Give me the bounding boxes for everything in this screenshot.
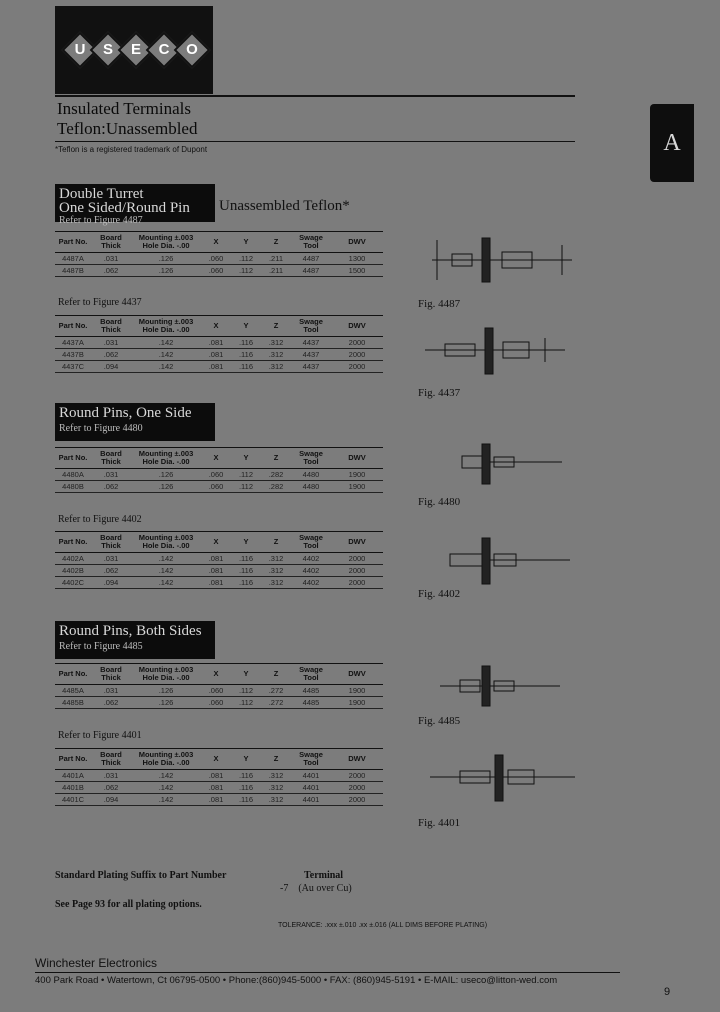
table-cell: .094 xyxy=(91,577,131,589)
useco-logo xyxy=(55,6,213,94)
figure-4487-drawing xyxy=(412,230,582,295)
footer-address: 400 Park Road • Watertown, Ct 06795-0500 • Phone:(860)945-5000 • FAX: (860)945-5191 • E-MAIL: useco@litton-wed.com xyxy=(35,975,558,986)
table-cell: .312 xyxy=(261,337,291,349)
column-header: Mounting ±.003 Hole Dia. -.00 xyxy=(131,532,201,553)
column-header: Y xyxy=(231,532,261,553)
section-heading-line2: One Sided/Round Pin xyxy=(59,200,190,216)
table-cell: .031 xyxy=(91,253,131,265)
table-cell: 2000 xyxy=(331,794,383,806)
table-cell: 4485 xyxy=(291,697,331,709)
table-cell: .062 xyxy=(91,349,131,361)
column-header: DWV xyxy=(331,749,383,770)
figure-caption: Fig. 4487 xyxy=(418,298,461,310)
refer-line: Refer to Figure 4437 xyxy=(58,297,142,308)
table-cell: .081 xyxy=(201,782,231,794)
section-refer: Refer to Figure 4487 xyxy=(59,215,143,226)
table-cell: 4487 xyxy=(291,265,331,277)
table-cell: .060 xyxy=(201,253,231,265)
table-cell: .060 xyxy=(201,469,231,481)
table-cell: .081 xyxy=(201,770,231,782)
logo-letter: O xyxy=(186,41,198,58)
table-cell: .116 xyxy=(231,553,261,565)
table-cell: .112 xyxy=(231,481,261,493)
table-cell: .060 xyxy=(201,481,231,493)
table-cell: .112 xyxy=(231,685,261,697)
table-cell: .312 xyxy=(261,361,291,373)
table-cell: 4487A xyxy=(55,253,91,265)
table-cell: 1900 xyxy=(331,469,383,481)
table-cell: 4402B xyxy=(55,565,91,577)
column-header: Y xyxy=(231,316,261,337)
refer-line: Refer to Figure 4402 xyxy=(58,514,142,525)
column-header: Mounting ±.003 Hole Dia. -.00 xyxy=(131,316,201,337)
table-cell: .312 xyxy=(261,770,291,782)
column-header: Mounting ±.003 Hole Dia. -.00 xyxy=(131,232,201,253)
figure-caption: Fig. 4485 xyxy=(418,715,461,727)
table-cell: .112 xyxy=(231,469,261,481)
table-cell: .142 xyxy=(131,349,201,361)
table-cell: .116 xyxy=(231,770,261,782)
table-cell: 1900 xyxy=(331,697,383,709)
table-cell: .112 xyxy=(231,265,261,277)
column-header: Part No. xyxy=(55,316,91,337)
table-cell: 1300 xyxy=(331,253,383,265)
column-header: Swage Tool xyxy=(291,232,331,253)
table-cell: .112 xyxy=(231,697,261,709)
figure-caption: Fig. 4401 xyxy=(418,817,461,829)
page-title xyxy=(57,99,197,139)
table-cell: 2000 xyxy=(331,337,383,349)
column-header: Board Thick xyxy=(91,316,131,337)
spec-table xyxy=(55,315,383,373)
table-cell: .062 xyxy=(91,697,131,709)
table-cell: 4401B xyxy=(55,782,91,794)
column-header: Y xyxy=(231,664,261,685)
column-header: DWV xyxy=(331,448,383,469)
column-header: Mounting ±.003 Hole Dia. -.00 xyxy=(131,749,201,770)
table-cell: .094 xyxy=(91,794,131,806)
table-cell: .081 xyxy=(201,794,231,806)
table-cell: 4401C xyxy=(55,794,91,806)
table-cell: .142 xyxy=(131,565,201,577)
table-cell: 4437 xyxy=(291,349,331,361)
table-row xyxy=(55,361,383,373)
table-cell: .116 xyxy=(231,577,261,589)
column-header: Z xyxy=(261,232,291,253)
logo-letter: U xyxy=(74,41,86,58)
figure-4437-drawing xyxy=(415,318,580,386)
column-header: DWV xyxy=(331,664,383,685)
table-cell: .312 xyxy=(261,565,291,577)
table-cell: 4437C xyxy=(55,361,91,373)
table-cell: .272 xyxy=(261,697,291,709)
figure-caption: Fig. 4437 xyxy=(418,387,461,399)
table-row xyxy=(55,553,383,565)
column-header: Y xyxy=(231,232,261,253)
table-cell: .142 xyxy=(131,770,201,782)
column-header: Z xyxy=(261,664,291,685)
column-header: Part No. xyxy=(55,532,91,553)
table-cell: .312 xyxy=(261,782,291,794)
column-header: Board Thick xyxy=(91,664,131,685)
table-cell: 4402A xyxy=(55,553,91,565)
table-cell: 4437 xyxy=(291,361,331,373)
footer-company: Winchester Electronics xyxy=(35,956,158,970)
section-tab: A xyxy=(650,104,694,182)
figure-4401-drawing xyxy=(420,745,582,813)
table-row xyxy=(55,265,383,277)
column-header: Part No. xyxy=(55,232,91,253)
table-row xyxy=(55,685,383,697)
column-header: Board Thick xyxy=(91,532,131,553)
table-cell: 4401A xyxy=(55,770,91,782)
section-refer: Refer to Figure 4485 xyxy=(59,641,143,652)
title-line2: Teflon:Unassembled xyxy=(57,119,198,138)
table-cell: 4437B xyxy=(55,349,91,361)
table-cell: 4487 xyxy=(291,253,331,265)
table-cell: .031 xyxy=(91,469,131,481)
column-header: Mounting ±.003 Hole Dia. -.00 xyxy=(131,664,201,685)
table-cell: .126 xyxy=(131,265,201,277)
column-header: Swage Tool xyxy=(291,664,331,685)
table-row xyxy=(55,253,383,265)
table-cell: .142 xyxy=(131,337,201,349)
table-cell: .081 xyxy=(201,361,231,373)
table-cell: 2000 xyxy=(331,553,383,565)
table-cell: 4402 xyxy=(291,553,331,565)
table-cell: 4485B xyxy=(55,697,91,709)
footer-rule xyxy=(35,972,620,973)
table-row xyxy=(55,577,383,589)
table-cell: 4487B xyxy=(55,265,91,277)
plating-label: Standard Plating Suffix to Part Number xyxy=(55,870,227,881)
column-header: Board Thick xyxy=(91,749,131,770)
table-row xyxy=(55,770,383,782)
column-header: DWV xyxy=(331,232,383,253)
table-cell: 4401 xyxy=(291,794,331,806)
table-cell: .142 xyxy=(131,577,201,589)
table-cell: .312 xyxy=(261,577,291,589)
table-cell: .060 xyxy=(201,685,231,697)
table-cell: .116 xyxy=(231,361,261,373)
table-cell: .081 xyxy=(201,565,231,577)
table-cell: .282 xyxy=(261,469,291,481)
table-cell: .031 xyxy=(91,770,131,782)
column-header: Part No. xyxy=(55,664,91,685)
table-cell: 4402 xyxy=(291,565,331,577)
spec-table xyxy=(55,748,383,806)
table-cell: .112 xyxy=(231,253,261,265)
table-cell: 2000 xyxy=(331,565,383,577)
table-cell: .081 xyxy=(201,349,231,361)
table-cell: 4485 xyxy=(291,685,331,697)
table-cell: 2000 xyxy=(331,361,383,373)
header-rule xyxy=(55,95,575,97)
table-cell: .062 xyxy=(91,265,131,277)
page-number: 9 xyxy=(664,986,671,998)
table-row xyxy=(55,349,383,361)
tolerance-note: TOLERANCE: .xxx ±.010 .xx ±.016 (ALL DIMS BEFORE PLATING) xyxy=(278,922,488,929)
column-header: Z xyxy=(261,749,291,770)
refer-line: Refer to Figure 4401 xyxy=(58,730,142,741)
table-cell: .116 xyxy=(231,349,261,361)
table-cell: .126 xyxy=(131,481,201,493)
table-cell: .142 xyxy=(131,782,201,794)
column-header: X xyxy=(201,749,231,770)
table-cell: .031 xyxy=(91,337,131,349)
table-cell: .142 xyxy=(131,794,201,806)
trademark-note: *Teflon is a registered trademark of Dupont xyxy=(55,145,208,154)
section-heading-line1: Round Pins, One Side xyxy=(59,405,192,421)
table-row xyxy=(55,794,383,806)
column-header: X xyxy=(201,316,231,337)
table-cell: .126 xyxy=(131,469,201,481)
column-header: X xyxy=(201,448,231,469)
table-cell: 1900 xyxy=(331,685,383,697)
column-header: X xyxy=(201,232,231,253)
section-heading-line1: Double Turret xyxy=(59,186,144,202)
column-header: Board Thick xyxy=(91,448,131,469)
header-rule-bottom xyxy=(55,141,575,142)
title-line1: Insulated Terminals xyxy=(57,99,191,118)
table-cell: .031 xyxy=(91,685,131,697)
side-title: Unassembled Teflon* xyxy=(219,198,350,214)
spec-table xyxy=(55,447,383,493)
logo-letter: S xyxy=(102,41,113,58)
table-cell: 4402C xyxy=(55,577,91,589)
figure-4485-drawing xyxy=(430,658,580,716)
table-row xyxy=(55,481,383,493)
table-cell: .312 xyxy=(261,553,291,565)
column-header: DWV xyxy=(331,316,383,337)
section-heading xyxy=(55,184,215,226)
table-cell: .062 xyxy=(91,565,131,577)
table-cell: .060 xyxy=(201,697,231,709)
table-row xyxy=(55,565,383,577)
spec-table xyxy=(55,231,383,277)
column-header: DWV xyxy=(331,532,383,553)
table-cell: 4485A xyxy=(55,685,91,697)
table-row xyxy=(55,337,383,349)
column-header: Y xyxy=(231,448,261,469)
table-cell: 2000 xyxy=(331,577,383,589)
table-cell: .282 xyxy=(261,481,291,493)
figure-4480-drawing xyxy=(432,432,582,494)
column-header: Board Thick xyxy=(91,232,131,253)
table-cell: 4480 xyxy=(291,469,331,481)
figure-4402-drawing xyxy=(420,530,580,592)
table-cell: 4437 xyxy=(291,337,331,349)
table-cell: 2000 xyxy=(331,770,383,782)
table-cell: 1900 xyxy=(331,481,383,493)
column-header: X xyxy=(201,532,231,553)
column-header: X xyxy=(201,664,231,685)
table-cell: .062 xyxy=(91,481,131,493)
table-row xyxy=(55,782,383,794)
terminal-heading: Terminal xyxy=(304,870,344,881)
column-header: Part No. xyxy=(55,448,91,469)
table-cell: 1500 xyxy=(331,265,383,277)
figure-caption: Fig. 4402 xyxy=(418,588,461,600)
table-row xyxy=(55,469,383,481)
table-cell: 2000 xyxy=(331,349,383,361)
table-cell: .312 xyxy=(261,349,291,361)
column-header: Z xyxy=(261,532,291,553)
table-cell: .312 xyxy=(261,794,291,806)
table-cell: .081 xyxy=(201,337,231,349)
plating-see-page: See Page 93 for all plating options. xyxy=(55,899,202,910)
table-cell: .060 xyxy=(201,265,231,277)
column-header: Y xyxy=(231,749,261,770)
column-header: Swage Tool xyxy=(291,532,331,553)
figure-caption: Fig. 4480 xyxy=(418,496,461,508)
table-cell: 4480B xyxy=(55,481,91,493)
section-heading-line1: Round Pins, Both Sides xyxy=(59,623,202,639)
spec-table xyxy=(55,531,383,589)
table-cell: .062 xyxy=(91,782,131,794)
column-header: Part No. xyxy=(55,749,91,770)
table-cell: .116 xyxy=(231,565,261,577)
table-cell: 4402 xyxy=(291,577,331,589)
table-cell: 4480A xyxy=(55,469,91,481)
column-header: Swage Tool xyxy=(291,448,331,469)
table-cell: .126 xyxy=(131,697,201,709)
column-header: Mounting ±.003 Hole Dia. -.00 xyxy=(131,448,201,469)
table-cell: .142 xyxy=(131,553,201,565)
column-header: Z xyxy=(261,316,291,337)
table-cell: .211 xyxy=(261,265,291,277)
table-cell: .081 xyxy=(201,577,231,589)
column-header: Swage Tool xyxy=(291,316,331,337)
table-cell: 4480 xyxy=(291,481,331,493)
table-cell: .126 xyxy=(131,253,201,265)
spec-table xyxy=(55,663,383,709)
table-cell: .116 xyxy=(231,337,261,349)
table-cell: .031 xyxy=(91,553,131,565)
table-cell: .081 xyxy=(201,553,231,565)
table-cell: 2000 xyxy=(331,782,383,794)
table-cell: .116 xyxy=(231,794,261,806)
section-heading xyxy=(55,621,215,659)
logo-letter: C xyxy=(158,41,170,58)
table-cell: .142 xyxy=(131,361,201,373)
table-cell: .116 xyxy=(231,782,261,794)
column-header: Swage Tool xyxy=(291,749,331,770)
table-cell: .126 xyxy=(131,685,201,697)
table-cell: .094 xyxy=(91,361,131,373)
column-header: Z xyxy=(261,448,291,469)
table-cell: 4401 xyxy=(291,770,331,782)
plating-suffix: -7 (Au over Cu) xyxy=(280,883,352,894)
logo-letter: E xyxy=(130,41,141,58)
table-row xyxy=(55,697,383,709)
table-cell: .211 xyxy=(261,253,291,265)
section-heading xyxy=(55,403,215,441)
table-cell: 4401 xyxy=(291,782,331,794)
table-cell: .272 xyxy=(261,685,291,697)
table-cell: 4437A xyxy=(55,337,91,349)
section-refer: Refer to Figure 4480 xyxy=(59,423,143,434)
